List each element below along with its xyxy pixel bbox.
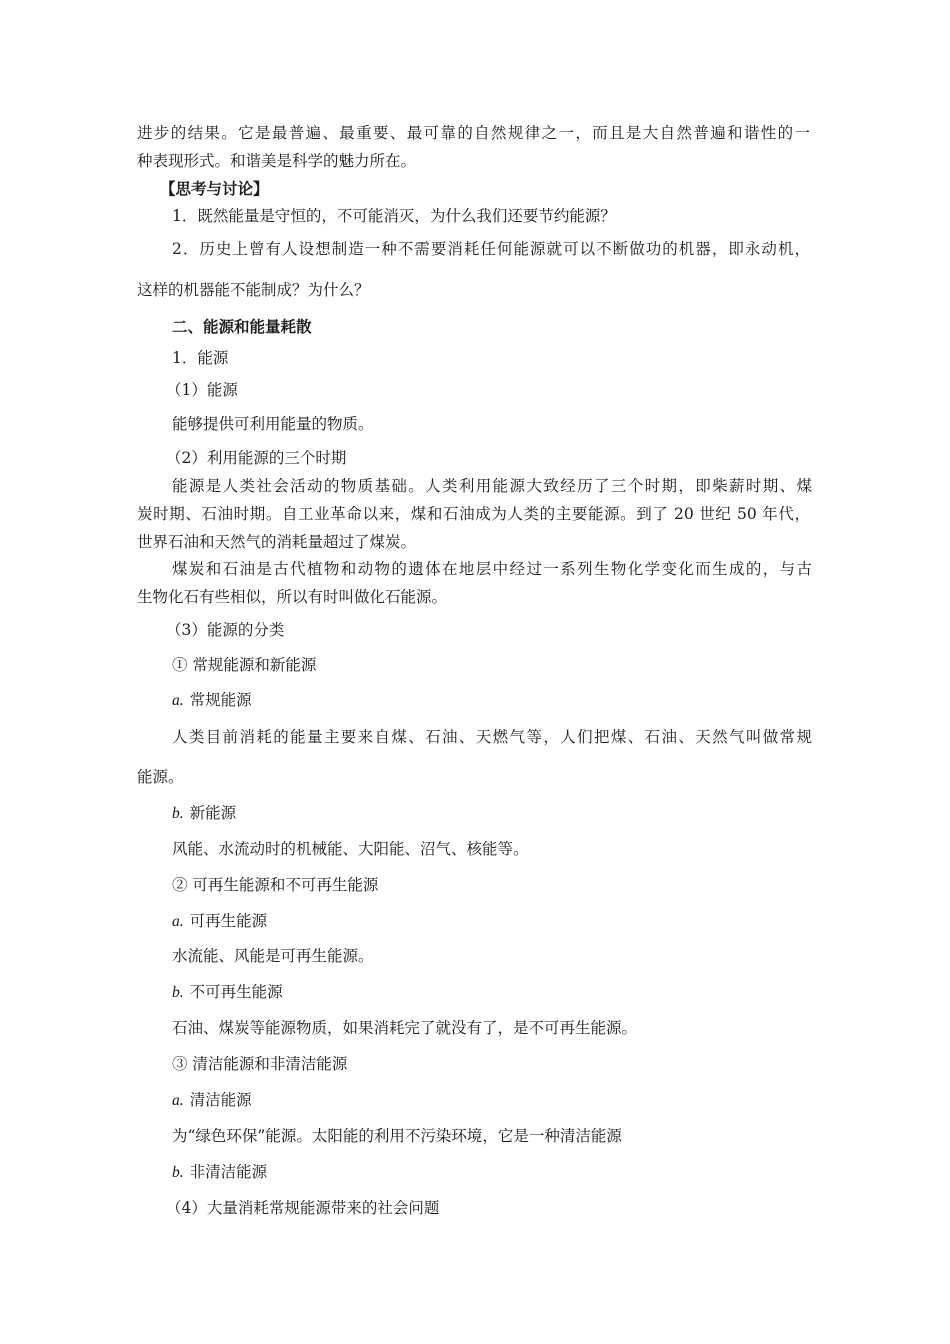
paragraph-line: 生物化石有些相似，所以有时叫做化石能源。 <box>137 588 448 606</box>
paragraph-line: 进步的结果。它是最普遍、最重要、最可靠的自然规律之一，而且是大自然普遍和谐性的一 <box>137 124 810 142</box>
paragraph-line: 水流能、风能是可再生能源。 <box>172 947 374 965</box>
paragraph-line: 能源。 <box>137 768 184 786</box>
definition-text: 能够提供可利用能量的物质。 <box>172 415 374 433</box>
subcategory-label: 清洁能源 <box>189 1091 252 1109</box>
category-heading: ② 可再生能源和不可再生能源 <box>172 876 379 894</box>
question-1: 1．既然能量是守恒的，不可能消灭，为什么我们还要节约能源？ <box>172 207 616 225</box>
list-marker: a. <box>172 692 184 709</box>
paragraph-line: 风能、水流动时的机械能、大阳能、沼气、核能等。 <box>172 840 529 858</box>
subcategory <box>172 911 267 932</box>
paragraph-line: 世界石油和天然气的消耗量超过了煤炭。 <box>137 533 417 551</box>
subcategory <box>172 803 236 824</box>
list-marker: a. <box>172 913 184 930</box>
paragraph-line: 为“绿色环保”能源。太阳能的利用不污染环境，它是一种清洁能源 <box>172 1127 622 1145</box>
section-heading: 【思考与讨论】 <box>160 179 269 198</box>
list-marker: b. <box>172 1164 184 1181</box>
subcategory-label: 不可再生能源 <box>189 983 283 1001</box>
question-2-line: 2．历史上曾有人设想制造一种不需要消耗任何能源就可以不断做功的机器，即永动机， <box>172 240 810 258</box>
subcategory <box>172 690 252 711</box>
section-title: 二、能源和能量耗散 <box>172 317 312 336</box>
list-marker: a. <box>172 1092 184 1109</box>
list-marker: b. <box>172 984 184 1001</box>
paragraph-line: 石油、煤炭等能源物质，如果消耗完了就没有了，是不可再生能源。 <box>172 1019 638 1037</box>
subsection-heading: 1．能源 <box>172 349 229 367</box>
paragraph-line: 煤炭和石油是古代植物和动物的遗体在地层中经过一系列生物化学变化而生成的，与古 <box>172 560 812 578</box>
item-heading: （2）利用能源的三个时期 <box>166 449 347 467</box>
paragraph-line: 能源是人类社会活动的物质基础。人类利用能源大致经历了三个时期，即柴薪时期、煤 <box>172 477 812 495</box>
subcategory-label: 新能源 <box>189 804 237 822</box>
list-marker: b. <box>172 805 184 822</box>
item-heading: （4）大量消耗常规能源带来的社会问题 <box>166 1199 440 1217</box>
item-heading: （3）能源的分类 <box>166 621 285 639</box>
category-heading: ① 常规能源和新能源 <box>172 656 317 674</box>
question-2-line: 这样的机器能不能制成？为什么？ <box>137 281 370 299</box>
item-heading: （1）能源 <box>166 381 238 399</box>
subcategory-label: 可再生能源 <box>189 912 268 930</box>
paragraph-line: 种表现形式。和谐美是科学的魅力所在。 <box>137 152 417 170</box>
subcategory <box>172 1162 267 1183</box>
subcategory-label: 非清洁能源 <box>189 1163 268 1181</box>
subcategory <box>172 1090 252 1111</box>
paragraph-line: 炭时期、石油时期。自工业革命以来，煤和石油成为人类的主要能源。到了 20 世纪 50 年代， <box>137 505 810 523</box>
paragraph-line: 人类目前消耗的能量主要来自煤、石油、天燃气等，人们把煤、石油、天然气叫做常规 <box>172 728 812 746</box>
subcategory <box>172 982 283 1003</box>
subcategory-label: 常规能源 <box>189 691 252 709</box>
category-heading: ③ 清洁能源和非清洁能源 <box>172 1055 348 1073</box>
